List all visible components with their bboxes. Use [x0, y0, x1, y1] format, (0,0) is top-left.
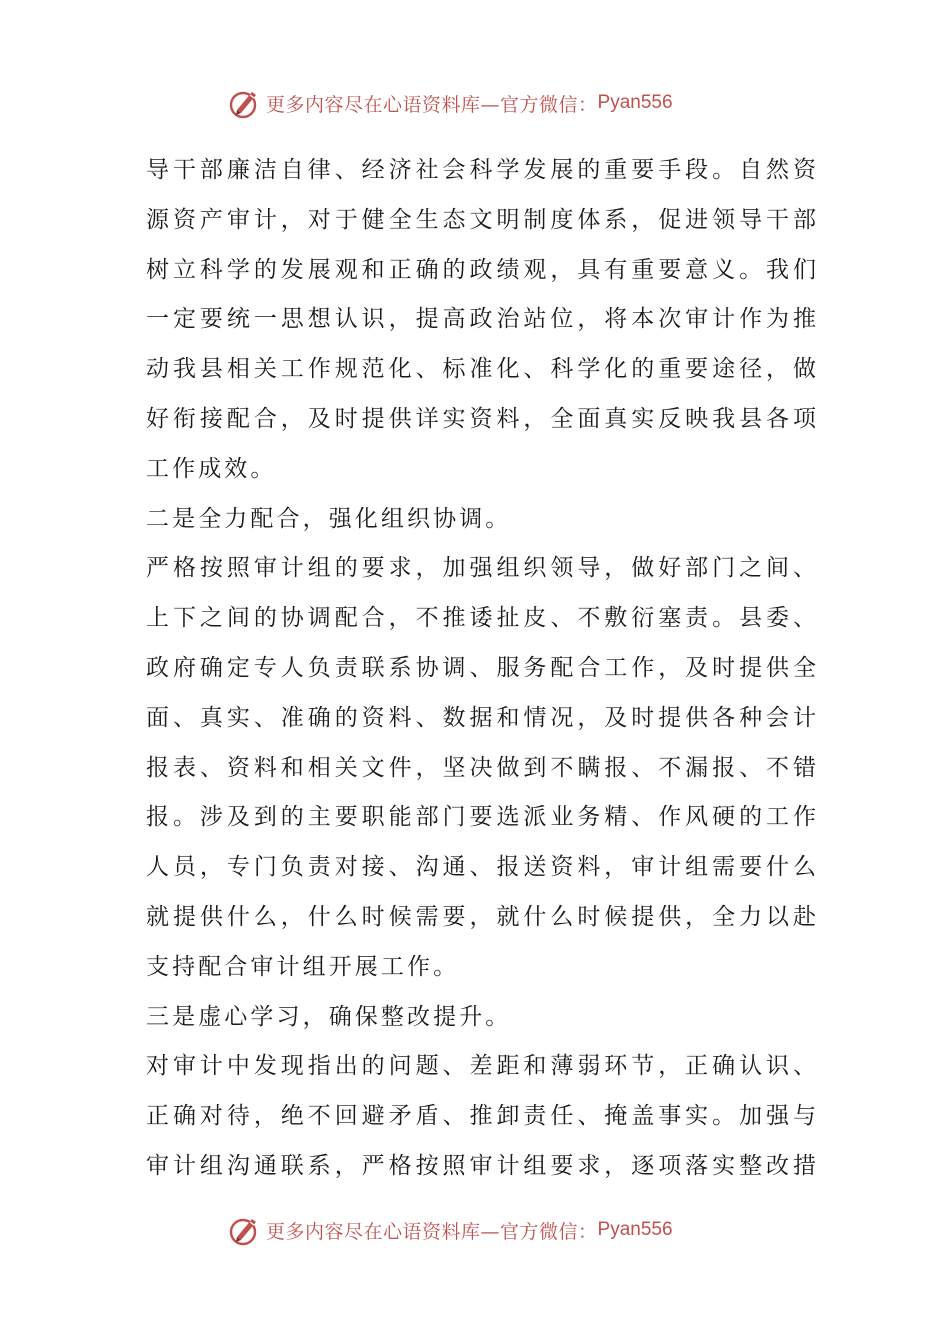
- text-line: 就提供什么，什么时候需要，就什么时候提供，全力以赴: [146, 903, 816, 930]
- text-line: 三是虚心学习，确保整改提升。: [146, 1003, 512, 1030]
- watermark-wechat-id: Pyan556: [597, 92, 673, 113]
- text-line: 源资产审计，对于健全生态文明制度体系，促进领导干部: [146, 206, 816, 233]
- text-line: 支持配合审计组开展工作。: [146, 953, 460, 980]
- text-line: 好衔接配合，及时提供详实资料，全面真实反映我县各项: [146, 405, 816, 432]
- watermark-text: 更多内容尽在心语资料库—官方微信：: [266, 1220, 598, 1243]
- text-line: 政府确定专人负责联系协调、服务配合工作，及时提供全: [146, 654, 816, 681]
- text-line: 树立科学的发展观和正确的政绩观，具有重要意义。我们: [146, 256, 816, 283]
- text-line: 严格按照审计组的要求，加强组织领导，做好部门之间、: [146, 555, 816, 582]
- text-line: 导干部廉洁自律、经济社会科学发展的重要手段。自然资: [146, 157, 816, 183]
- text-line: 正确对待，绝不回避矛盾、推卸责任、掩盖事实。加强与: [146, 1103, 816, 1130]
- pen-logo-icon: [228, 1213, 262, 1247]
- text-line: 工作成效。: [146, 455, 277, 482]
- watermark-text: 更多内容尽在心语资料库—官方微信：: [266, 93, 598, 116]
- footer-watermark: [228, 1210, 673, 1250]
- text-line: 对审计中发现指出的问题、差距和薄弱环节，正确认识、: [146, 1053, 816, 1080]
- text-line: 审计组沟通联系，严格按照审计组要求，逐项落实整改措: [146, 1152, 816, 1179]
- text-line: 报表、资料和相关文件，坚决做到不瞒报、不漏报、不错: [146, 754, 816, 781]
- text-line: 人员，专门负责对接、沟通、报送资料，审计组需要什么: [146, 854, 816, 881]
- header-watermark: [228, 83, 673, 123]
- text-line: 面、真实、准确的资料、数据和情况，及时提供各种会计: [146, 704, 816, 731]
- text-line: 动我县相关工作规范化、标准化、科学化的重要途径，做: [146, 356, 816, 383]
- body-text: [146, 146, 816, 1192]
- pen-logo-icon: [228, 86, 262, 120]
- text-line: 报。涉及到的主要职能部门要选派业务精、作风硬的工作: [146, 804, 816, 831]
- watermark-wechat-id: Pyan556: [597, 1219, 673, 1240]
- text-line: 一定要统一思想认识，提高政治站位，将本次审计作为推: [146, 306, 816, 333]
- text-line: 二是全力配合，强化组织协调。: [146, 505, 512, 532]
- text-line: 上下之间的协调配合，不推诿扯皮、不敷衍塞责。县委、: [146, 605, 816, 632]
